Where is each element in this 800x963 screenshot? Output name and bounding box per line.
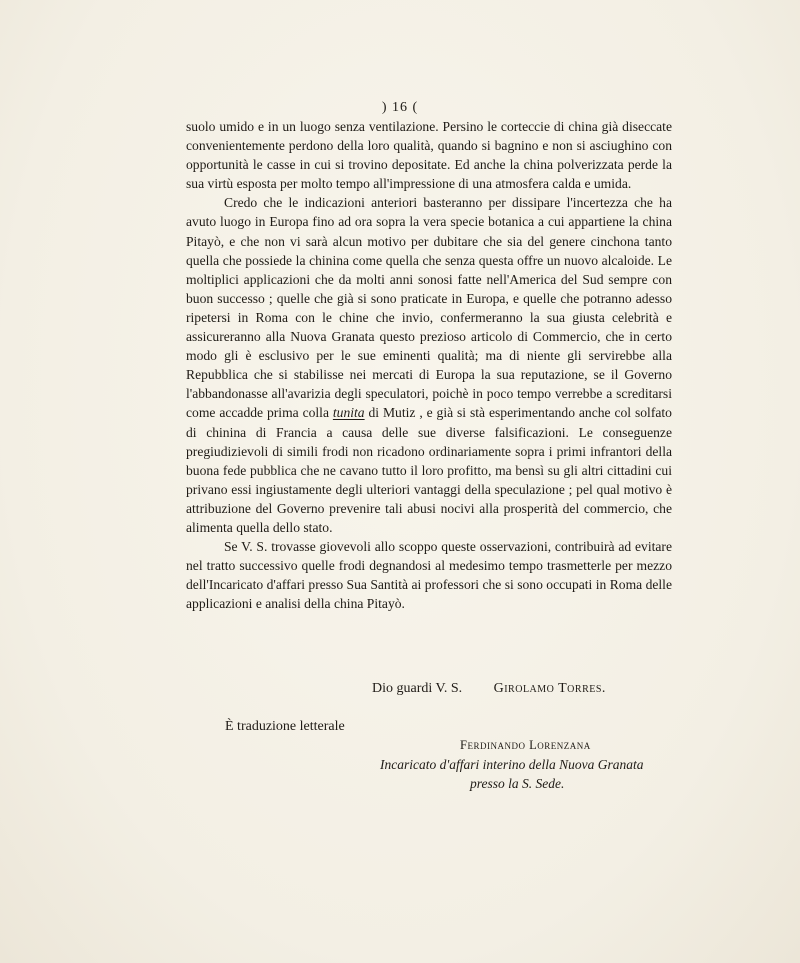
paragraph-3-text: Se V. S. trovasse giovevoli allo scoppo queste osservazioni, contribuirà ad evitare nel tratto successivo quelle frodi degnandosi al medesimo tempo trasmetterle per mezzo dell'Incaricato d'affari presso Sua Santità ai professori che si sono occupati in Roma delle applicazioni e analisi della china Pitayò. [186,539,672,612]
paragraph-2 [186,193,672,537]
page-number: ) 16 ( [381,100,419,115]
translator-name: Ferdinando Lorenzana [460,738,591,752]
closing-greeting: Dio guardi V. S. [372,681,463,696]
translator-role-line-1: Incaricato d'affari interino della Nuova Granata [380,757,644,772]
paragraph-2-emphasis: tunita [332,405,365,421]
paragraph-1 [186,117,672,193]
translator-role-line-2: presso la S. Sede. [470,776,565,791]
closing-line [372,681,606,697]
paragraph-1-text: suolo umido e in un luogo senza ventilazione. Persino le corteccie di china già diseccate convenientemente perdono della loro qualità, quando si bagnino e non si asciughino con opportunità le casse in cui si trovino depositate. Ed anche la china polverizzata perde la sua virtù esposta per molto tempo all'impressione di una atmosfera calda e umida. [186,119,672,192]
signatory-name: Girolamo Torres. [493,681,606,696]
letter-body [186,117,672,613]
paragraph-3 [186,537,672,613]
paragraph-2-text: Credo che le indicazioni anteriori basteranno per dissipare l'incertezza che ha avuto luogo in Europa fino ad ora sopra la vera specie botanica a cui appartiene la china Pitayò, e che non vi sarà alcun motivo per dubitare che sia del genere cinchona tanto quella che possiede la chinina come quella che senza questa offre un nuovo alcaloide. Le moltiplici applicazioni che da molti anni sonosi fatte nell'America del Sud sempre con buon successo ; quelle che già si sono praticate in Europa, e quelle che potranno adesso ripetersi in Roma con le chine che invio, confermeranno la sua giusta celebrità e assicureranno alla Nuova Granata questo prezioso articolo di Commercio, che in certo modo gli è esclusivo per le sue eminenti qualità; ma di niente gli servirebbe alla Repubblica che si stabilisse nei mercati di Europa la sua reputazione, se il Governo l'abbandonasse all'avarizia degli speculatori, poichè in poco tempo verrebbe a screditarsi come accadde prima colla [186,195,672,421]
translator-block [380,736,680,793]
translation-note: È traduzione letterale [225,719,345,734]
paragraph-2-text-after: di Mutiz , e già si stà esperimentando anche col solfato di chinina di Francia a causa delle sue diverse falsificazioni. Le conseguenze pregiudizievoli di simili frodi non ricadono ordinariamente sopra i primi infrantori della buona fede pubblica che ne cavano tutto il loro profitto, ma bensì su gli altri cittadini cui privano essi ingiustamente degli ulteriori vantaggi della speculazione ; pel qual motivo è attribuzione del Governo prevenire tali abusi nocivi alla prosperità del commercio, che alimenta quella dello stato. [186,405,672,535]
